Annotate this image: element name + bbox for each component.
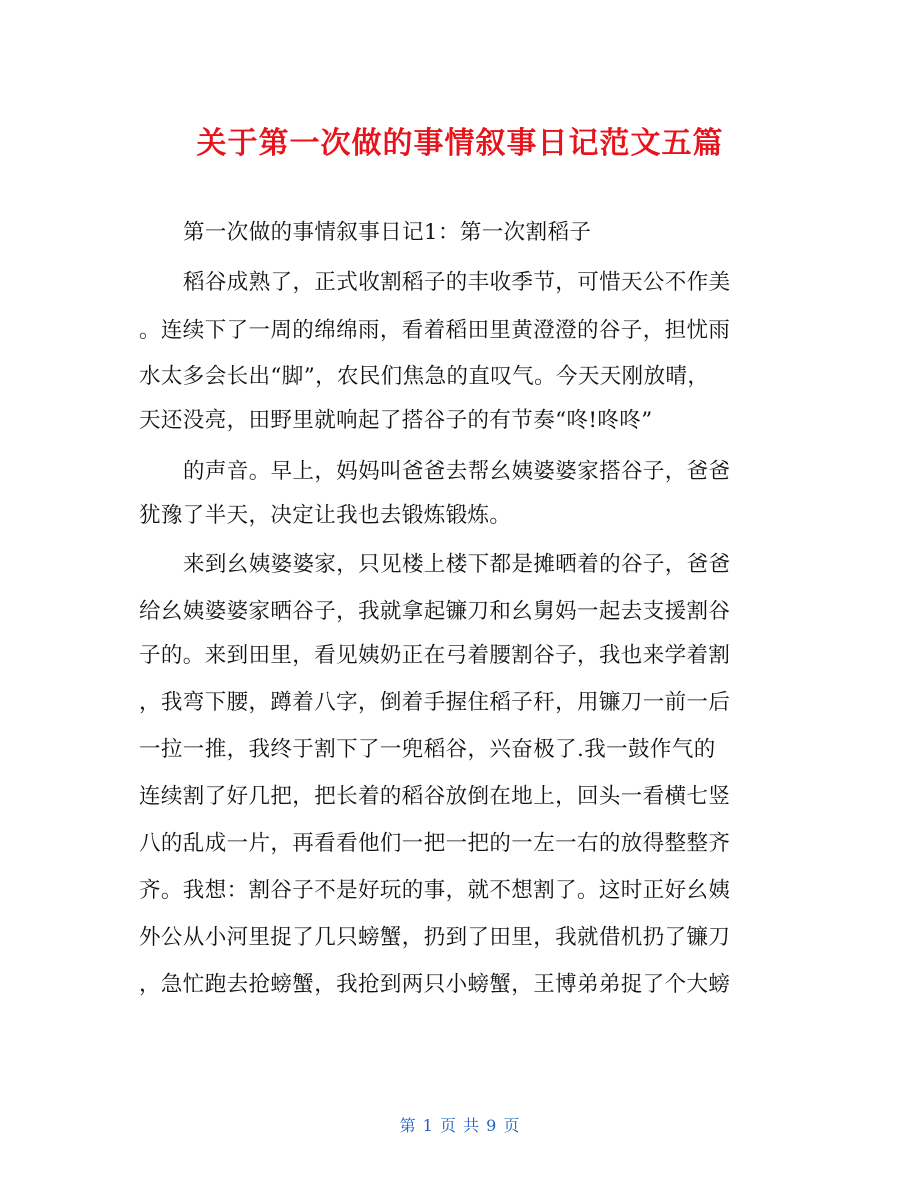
paragraph-line: 来到幺姨婆婆家，只见楼上楼下都是摊晒着的谷子，爸爸 [183, 552, 731, 577]
paragraph-line: ，我弯下腰，蹲着八字，倒着手握住稻子秆，用镰刀一前一后 [139, 690, 731, 715]
paragraph-line: 八的乱成一片，再看看他们一把一把的一左一右的放得整整齐 [139, 831, 731, 856]
paragraph-line: 。连续下了一周的绵绵雨，看着稻田里黄澄澄的谷子，担忧雨 [139, 318, 731, 343]
document-title: 关于第一次做的事情叙事日记范文五篇 [196, 126, 724, 161]
paragraph-line: 犹豫了半天，决定让我也去锻炼锻炼。 [139, 503, 512, 528]
paragraph-line: 水太多会长出“脚”，农民们焦急的直叹气。今天天刚放晴， [139, 364, 710, 389]
paragraph-line: 连续割了好几把，把长着的稻谷放倒在地上，回头一看横七竖 [139, 784, 731, 809]
paragraph-line: 给幺姨婆婆家晒谷子，我就拿起镰刀和幺舅妈一起去支援割谷 [139, 599, 731, 624]
paragraph-line: 一拉一推，我终于割下了一兜稻谷，兴奋极了.我一鼓作气的 [139, 737, 716, 762]
paragraph-line: 天还没亮，田野里就响起了搭谷子的有节奏“咚!咚咚” [139, 408, 653, 433]
paragraph-line: 子的。来到田里，看见姨奶正在弓着腰割谷子，我也来学着割 [139, 643, 731, 668]
paragraph-line: 齐。我想：割谷子不是好玩的事，就不想割了。这时正好幺姨 [139, 878, 731, 903]
paragraph-line: 稻谷成熟了，正式收割稻子的丰收季节，可惜天公不作美 [183, 270, 731, 295]
paragraph-line: 第一次做的事情叙事日记1：第一次割稻子 [183, 220, 592, 245]
paragraph-line: 的声音。早上，妈妈叫爸爸去帮幺姨婆婆家搭谷子，爸爸 [183, 459, 731, 484]
page-footer: 第 1 页 共 9 页 [399, 1116, 521, 1135]
paragraph-line: ，急忙跑去抢螃蟹，我抢到两只小螃蟹，王博弟弟捉了个大螃 [139, 972, 731, 997]
paragraph-line: 外公从小河里捉了几只螃蟹，扔到了田里，我就借机扔了镰刀 [139, 925, 731, 950]
